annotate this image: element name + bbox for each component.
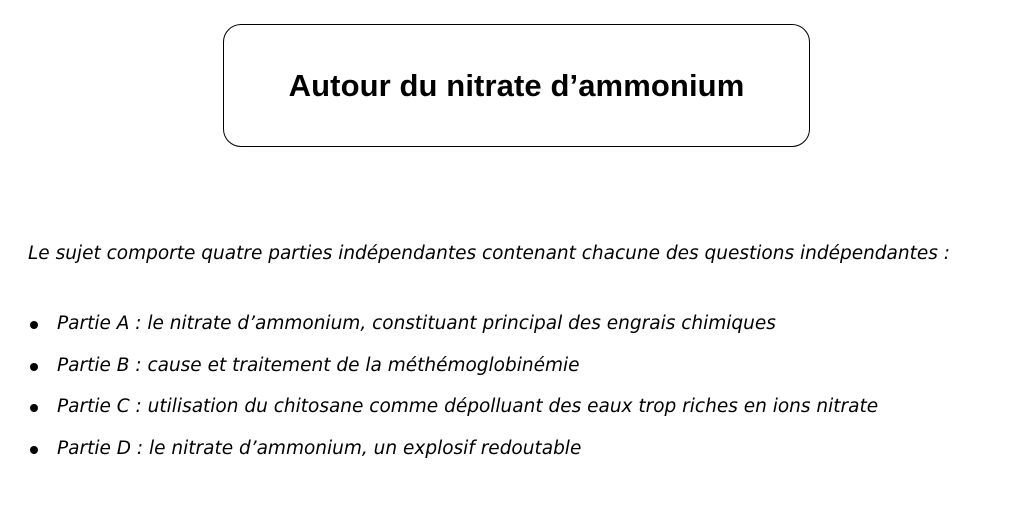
part-c-text: Partie C : utilisation du chitosane comme dépolluant des eaux trop riches en ions nitrate	[57, 396, 879, 417]
part-d-text: Partie D : le nitrate d’ammonium, un explosif redoutable	[57, 437, 582, 459]
bullet-icon	[30, 363, 38, 371]
title-box	[223, 24, 810, 147]
page-title: Autour du nitrate d’ammonium	[288, 67, 745, 103]
bullet-icon	[30, 446, 38, 454]
bullet-icon	[30, 404, 38, 412]
part-b-text: Partie B : cause et traitement de la méthémoglobinémie	[57, 354, 580, 376]
intro-text: Le sujet comporte quatre parties indépendantes contenant chacune des questions indépendantes :	[28, 243, 951, 264]
bullet-icon	[30, 321, 38, 329]
part-a-text: Partie A : le nitrate d’ammonium, constituant principal des engrais chimiques	[57, 313, 776, 334]
